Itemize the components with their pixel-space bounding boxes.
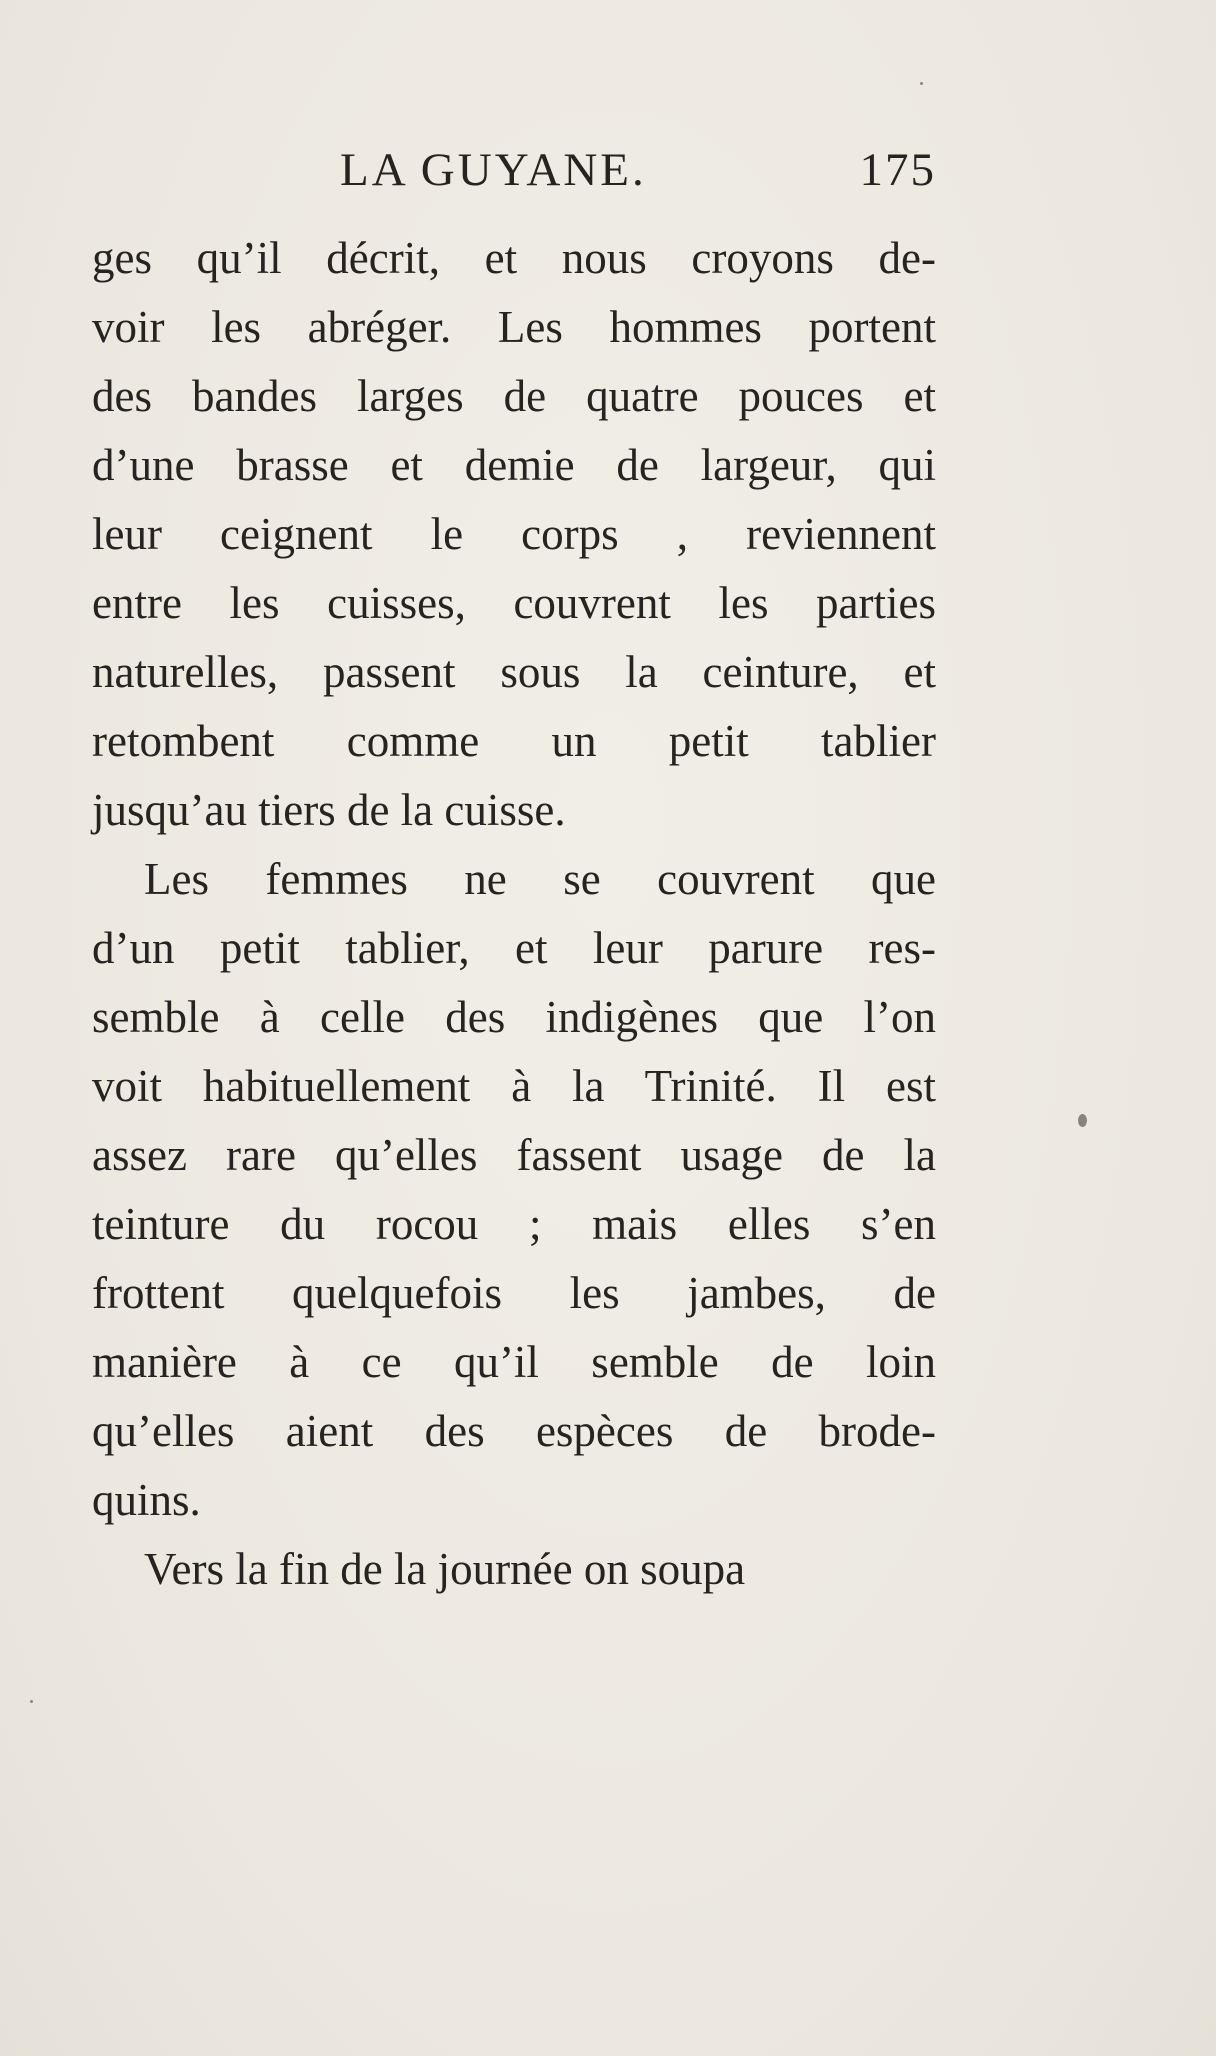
text-line: naturelles, passent sous la ceinture, et — [92, 647, 936, 697]
text-line: d’un petit tablier, et leur parure res- — [92, 923, 936, 973]
text-line: d’une brasse et demie de largeur, qui — [92, 440, 936, 490]
text-line: voit habituellement à la Trinité. Il est — [92, 1061, 936, 1111]
page-header — [92, 140, 936, 200]
running-title: LA GUYANE. — [340, 144, 647, 196]
text-line: leur ceignent le corps , reviennent — [92, 509, 936, 559]
text-line: manière à ce qu’il semble de loin — [92, 1337, 936, 1387]
text-line: frottent quelquefois les jambes, de — [92, 1268, 936, 1318]
text-line: ges qu’il décrit, et nous croyons de- — [92, 233, 936, 283]
text-line: voir les abréger. Les hommes portent — [92, 302, 936, 352]
page-number: 175 — [859, 144, 936, 196]
text-line: semble à celle des indigènes que l’on — [92, 992, 936, 1042]
paper-speck — [920, 82, 923, 85]
body-text — [92, 224, 936, 1604]
paper-speck — [30, 1700, 33, 1703]
text-line: entre les cuisses, couvrent les parties — [92, 578, 936, 628]
paragraph-start-line: Vers la fin de la journée on soupa — [144, 1544, 746, 1594]
text-line: teinture du rocou ; mais elles s’en — [92, 1199, 936, 1249]
text-line: jusqu’au tiers de la cuisse. — [92, 785, 566, 835]
text-line: des bandes larges de quatre pouces et — [92, 371, 936, 421]
text-line: retombent comme un petit tablier — [92, 716, 936, 766]
paragraph-start-line: Les femmes ne se couvrent que — [144, 854, 936, 904]
text-line: assez rare qu’elles fassent usage de la — [92, 1130, 936, 1180]
text-line: quins. — [92, 1475, 201, 1525]
paper-speck — [1078, 1114, 1087, 1127]
text-line: qu’elles aient des espèces de brode- — [92, 1406, 936, 1456]
